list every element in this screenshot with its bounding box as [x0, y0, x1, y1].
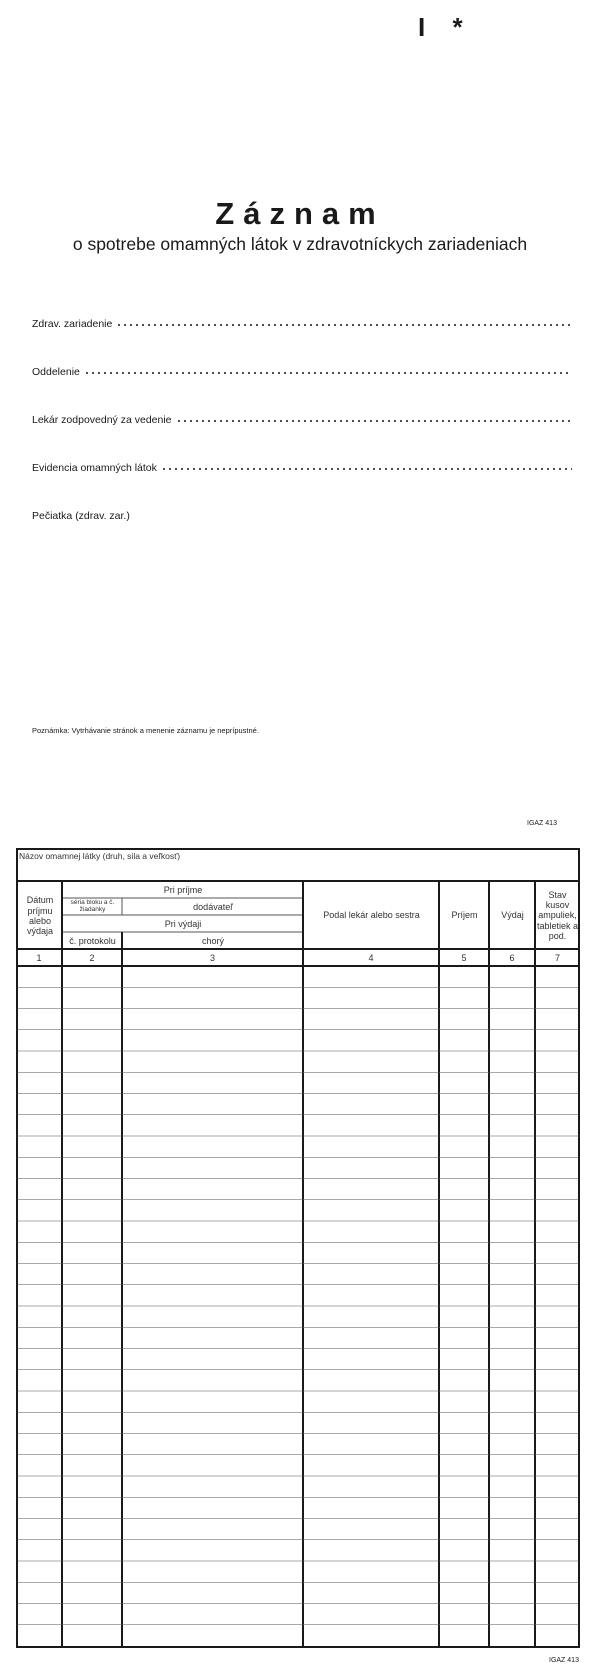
- field-peciatka[interactable]: [32, 502, 572, 522]
- field-oddelenie[interactable]: [32, 358, 572, 378]
- page-subtitle: o spotrebe omamných látok v zdravotníckych zariadeniach: [72, 234, 528, 254]
- col-header-pri-vydaji: Pri výdaji: [164, 918, 202, 929]
- col-number-2: 2: [89, 952, 95, 963]
- col-header-stav: Stav kusov ampuliek, tabletiek a pod.: [536, 889, 579, 942]
- field-label: Zdrav. zariadenie: [32, 318, 113, 330]
- substance-name-header: Názov omamnej látky (druh, sila a veľkosť): [19, 851, 181, 862]
- col-header-chory: chorý: [201, 935, 224, 946]
- dotted-line: [161, 467, 572, 471]
- form-code-bottom: IGAZ 413: [549, 1657, 579, 1664]
- table-grid: [16, 848, 580, 1648]
- records-table: [16, 848, 580, 1648]
- form-code: IGAZ 413: [527, 820, 557, 827]
- field-label: Oddelenie: [32, 366, 80, 378]
- col-number-7: 7: [554, 952, 560, 963]
- col-header-date: Dátum príjmu alebo výdaja: [26, 895, 54, 937]
- col-header-podal: Podal lekár alebo sestra: [323, 910, 420, 921]
- col-header-c-protokolu: č. protokolu: [69, 935, 116, 946]
- col-number-5: 5: [461, 952, 467, 963]
- col-number-4: 4: [368, 952, 374, 963]
- col-header-pri-prijme: Pri príjme: [163, 884, 203, 895]
- col-number-3: 3: [209, 952, 215, 963]
- note-text: Poznámka: Vytrhávanie stránok a menenie záznamu je neprípustné.: [32, 726, 259, 735]
- dotted-line: [116, 323, 572, 327]
- field-zdrav-zariadenie[interactable]: [32, 310, 572, 330]
- col-header-seria-bloku: séria bloku a č. žiadanky: [70, 899, 115, 913]
- col-header-vydaj: Výdaj: [501, 910, 524, 921]
- col-number-1: 1: [36, 952, 42, 963]
- field-evidencia[interactable]: [32, 454, 572, 474]
- dotted-line: [176, 419, 572, 423]
- col-number-6: 6: [509, 952, 515, 963]
- table-border: [17, 849, 579, 1647]
- col-header-prijem: Príjem: [451, 910, 478, 921]
- field-label: Pečiatka (zdrav. zar.): [32, 510, 130, 522]
- dotted-line: [84, 371, 572, 375]
- col-header-dodavatel: dodávateľ: [193, 901, 233, 912]
- field-lekar[interactable]: [32, 406, 572, 426]
- page-title: Záznam: [215, 196, 385, 231]
- field-label: Lekár zodpovedný za vedenie: [32, 414, 172, 426]
- field-label: Evidencia omamných látok: [32, 462, 157, 474]
- form-mark: I *: [418, 12, 473, 42]
